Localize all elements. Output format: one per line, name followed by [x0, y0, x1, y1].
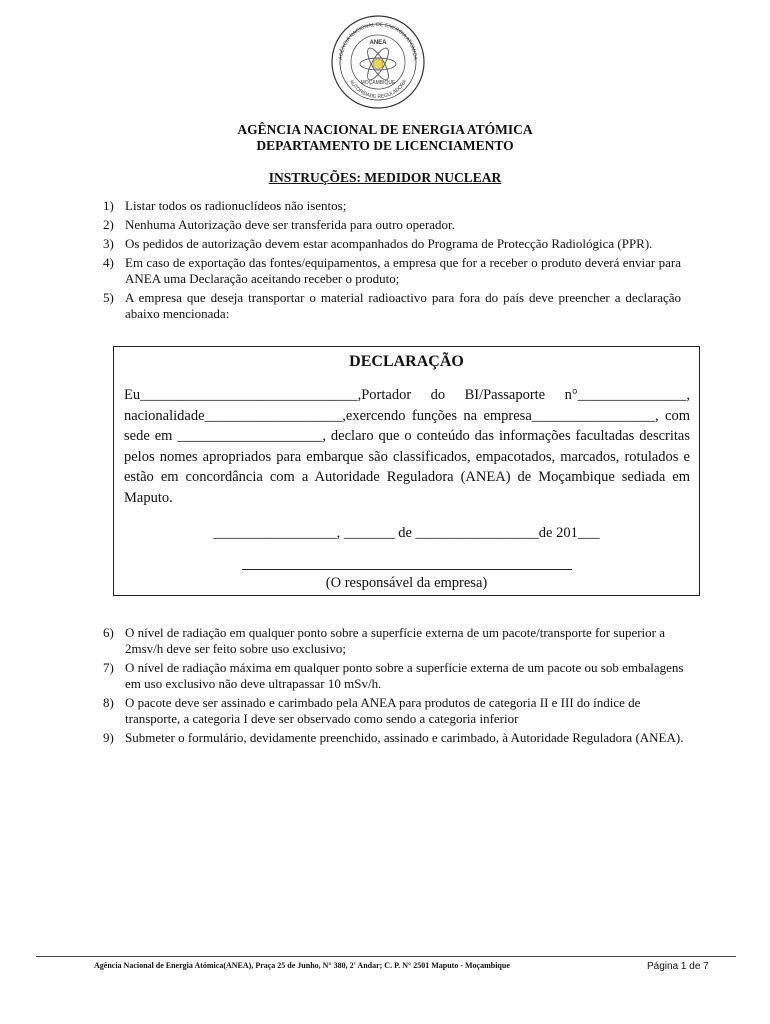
declaration-box: [113, 346, 700, 596]
item-text: Submeter o formulário, devidamente preenchido, assinado e carimbado, à Autoridade Reguladora (ANEA).: [125, 730, 684, 745]
department-title: DEPARTAMENTO DE LICENCIAMENTO: [256, 138, 514, 153]
item-number: 4): [103, 255, 114, 270]
agency-title: AGÊNCIA NACIONAL DE ENERGIA ATÓMICA: [237, 122, 533, 137]
item-number: 5): [103, 290, 114, 305]
list-item: [103, 660, 688, 692]
declaration-title: DECLARAÇÃO: [349, 353, 464, 370]
footer-divider: [36, 956, 736, 957]
list-item: [103, 695, 688, 727]
declaration-date-line: _________________, _______ de _________________de 201___: [213, 525, 600, 541]
item-text: Listar todos os radionuclídeos não isentos;: [125, 198, 347, 213]
item-number: 7): [103, 660, 114, 675]
footer-address: Agência Nacional de Energia Atómica(ANEA), Praça 25 de Junho, N° 380, 2' Andar; C. P. N° 2501 Maputo - Moçambique: [94, 961, 510, 970]
item-number: 2): [103, 217, 114, 232]
anea-seal-icon: [330, 14, 426, 110]
seal-ring-text-bottom: AUTORIDADE REGULADORA: [347, 78, 409, 101]
list-item: [103, 625, 688, 657]
signature-line: [242, 569, 572, 570]
list-item: [103, 290, 681, 322]
item-text: Nenhuma Autorização deve ser transferida para outro operador.: [125, 217, 455, 232]
list-item: [103, 236, 681, 252]
item-text: O pacote deve ser assinado e carimbado pela ANEA para produtos de categoria II e III do índice de transporte, a categoria I deve ser observado como sendo a categoria inferior: [125, 695, 641, 726]
seal-ring-text-top: AGÊNCIA NACIONAL DE ENERGIA ATÓMICA: [338, 22, 418, 61]
item-text: Em caso de exportação das fontes/equipamentos, a empresa que for a receber o produto deverá enviar para ANEA uma Declaração aceitando receber o produto;: [125, 255, 681, 286]
item-text: O nível de radiação em qualquer ponto sobre a superfície externa de um pacote/transporte for superior a 2msv/h deve ser feito sobre uso exclusivo;: [125, 625, 666, 656]
item-text: Os pedidos de autorização devem estar acompanhados do Programa de Protecção Radiológica (PPR).: [125, 236, 653, 251]
item-number: 6): [103, 625, 114, 640]
list-item: [103, 730, 688, 746]
declaration-body: Eu______________________________,Portador do BI/Passaporte n°_______________, nacionalidade___________________,exercendo funções na empresa_________________, com sede em ____________________, declaro que o conteúdo das informações facultadas descritas pelos nomes apropriados para embarque são classificados, empacotados, marcados, rotulados e estão em concordância com a Autoridade Reguladora (ANEA) de Moçambique sediada em Maputo.: [124, 387, 690, 506]
instructions-list-continued: [103, 625, 688, 749]
instructions-list: [103, 198, 681, 325]
item-number: 9): [103, 730, 114, 745]
seal-bottom-text: MOÇAMBIQUE: [360, 80, 396, 86]
page-number: Página 1 de 7: [647, 961, 709, 972]
item-number: 3): [103, 236, 114, 251]
item-number: 1): [103, 198, 114, 213]
item-text: O nível de radiação máxima em qualquer ponto sobre a superfície externa de um pacote ou sob embalagens em uso exclusivo não deve ultrapassar 10 mSv/h.: [125, 660, 684, 691]
list-item: [103, 255, 681, 287]
list-item: [103, 198, 681, 214]
instructions-title: INSTRUÇÕES: MEDIDOR NUCLEAR: [268, 170, 502, 185]
signature-label: (O responsável da empresa): [325, 575, 488, 591]
item-text: A empresa que deseja transportar o material radioactivo para fora do país deve preencher a declaração abaixo mencionada:: [125, 290, 681, 321]
seal-center-text: ANEA: [369, 40, 387, 46]
item-number: 8): [103, 695, 114, 710]
list-item: [103, 217, 681, 233]
